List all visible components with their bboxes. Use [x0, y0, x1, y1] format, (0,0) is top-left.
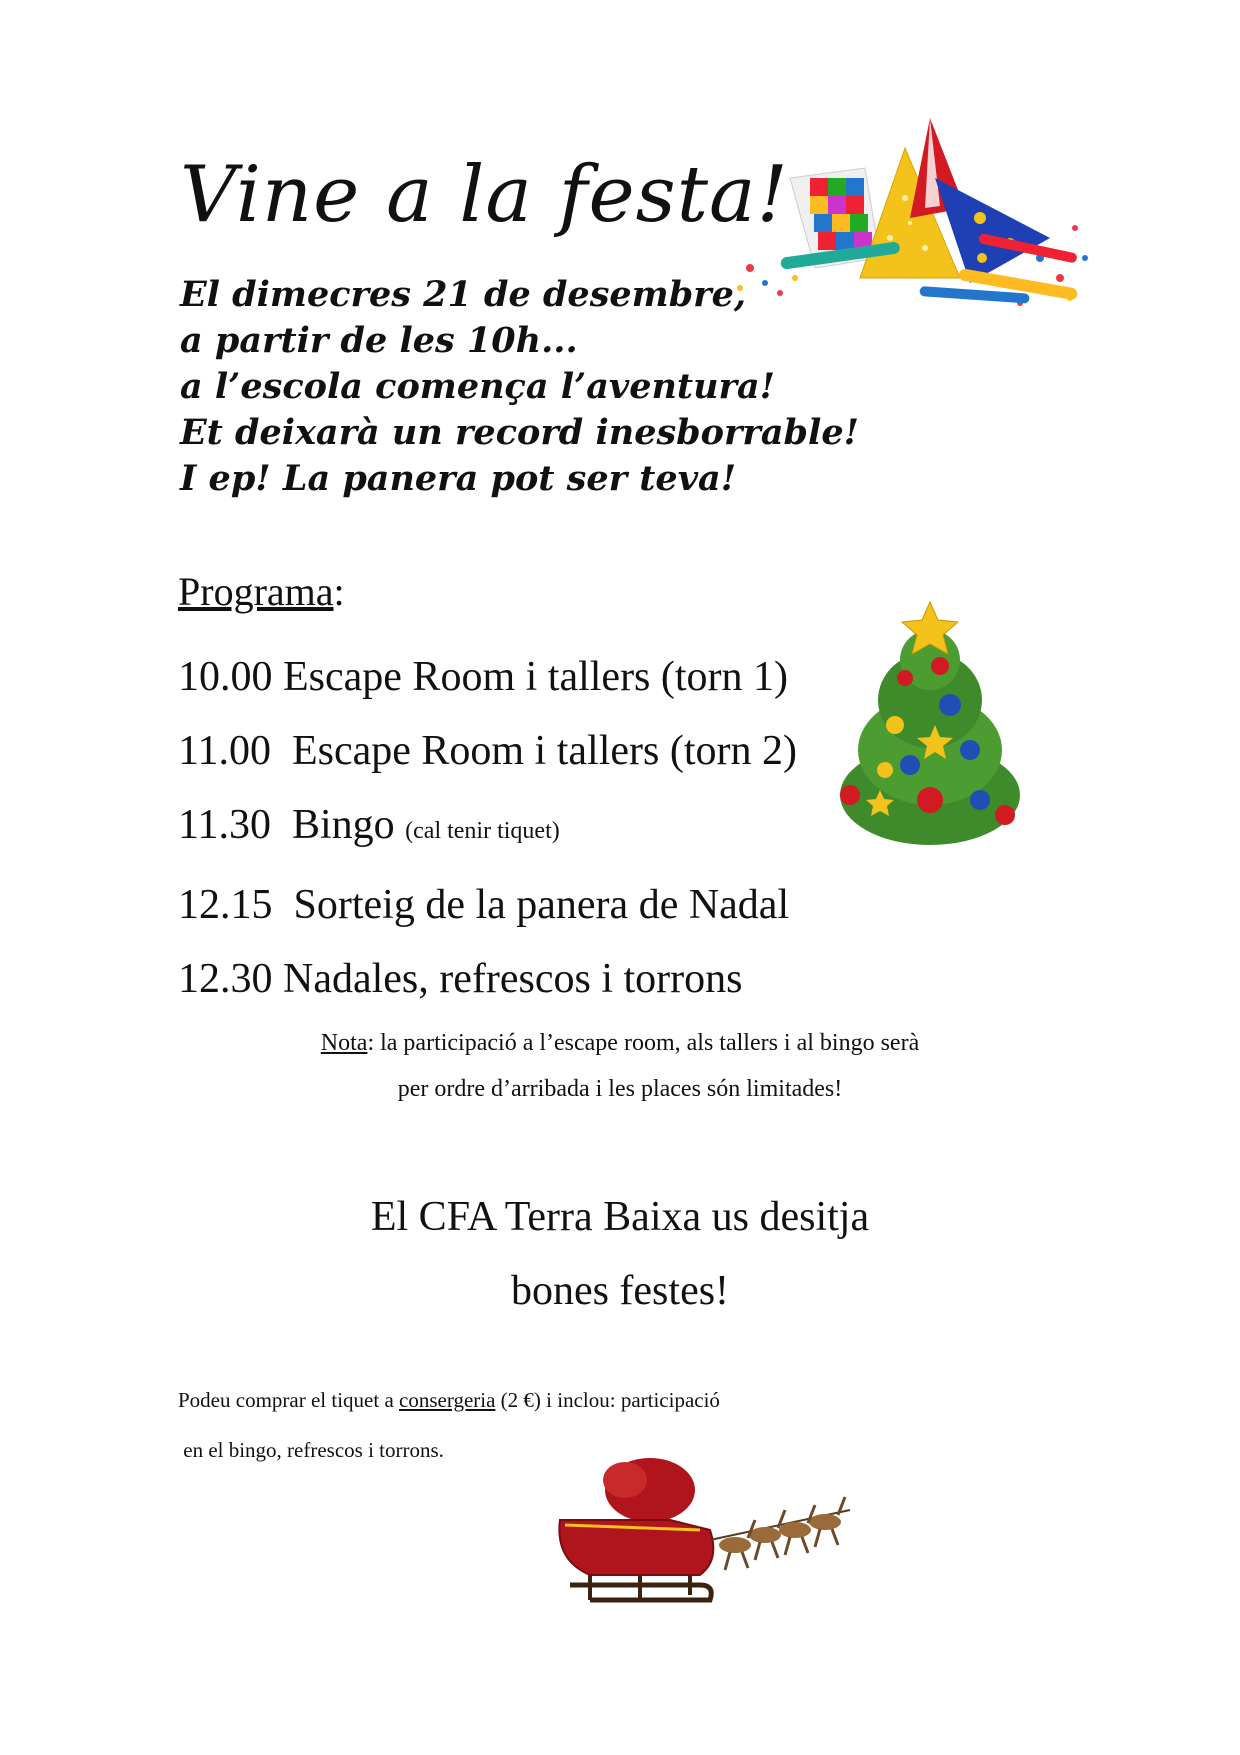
program-item — [178, 788, 797, 868]
program-time: 12.30 — [178, 956, 273, 1002]
program-text: Nadales, refrescos i torrons — [283, 956, 743, 1002]
program-time: 12.15 — [178, 882, 273, 928]
note-body: : la participació a l’escape room, als tallers i al bingo serà — [367, 1030, 920, 1056]
program-text: Sorteig de la panera de Nadal — [293, 882, 790, 928]
wish-text — [240, 1180, 1000, 1328]
wish-line: El CFA Terra Baixa us desitja — [370, 1194, 870, 1240]
program-heading — [178, 568, 345, 615]
intro-text — [180, 272, 859, 502]
wish-line: bones festes! — [510, 1268, 730, 1314]
program-item — [178, 942, 797, 1016]
page-title: Vine a la festa! — [180, 150, 789, 240]
program-heading-suffix: : — [333, 569, 345, 614]
program-text: Escape Room i tallers (torn 1) — [283, 654, 789, 700]
ticket-pre: Podeu comprar el tiquet a — [178, 1388, 400, 1412]
intro-line: El dimecres 21 de desembre, — [180, 274, 747, 315]
note-line — [240, 1020, 1000, 1066]
intro-line: a l’escola comença l’aventura! — [180, 366, 776, 407]
program-note: (cal tenir tiquet) — [405, 818, 560, 844]
program-time: 10.00 — [178, 654, 273, 700]
program-item — [178, 640, 797, 714]
ticket-line2: en el bingo, refrescos i torrons. — [183, 1438, 444, 1462]
ticket-link: consergeria — [399, 1388, 496, 1412]
program-list — [178, 640, 797, 1016]
christmas-tree-icon — [830, 600, 1030, 850]
program-time: 11.30 — [178, 802, 271, 848]
program-heading-label: Programa — [178, 569, 334, 614]
santa-sleigh-icon — [550, 1450, 870, 1650]
program-time: 11.00 — [178, 728, 271, 774]
program-text: Escape Room i tallers (torn 2) — [291, 728, 797, 774]
program-item — [178, 714, 797, 788]
program-item — [178, 868, 797, 942]
ticket-post: (2 €) i inclou: participació — [495, 1388, 720, 1412]
note-label: Nota — [320, 1030, 368, 1056]
intro-line: a partir de les 10h... — [180, 320, 578, 361]
ticket-line — [178, 1375, 720, 1425]
intro-line: Et deixarà un record inesborrable! — [180, 412, 859, 453]
note-line: per ordre d’arribada i les places són limitades! — [397, 1076, 843, 1102]
note-text — [240, 1020, 1000, 1112]
intro-line: I ep! La panera pot ser teva! — [180, 458, 737, 499]
program-text: Bingo — [291, 802, 395, 848]
